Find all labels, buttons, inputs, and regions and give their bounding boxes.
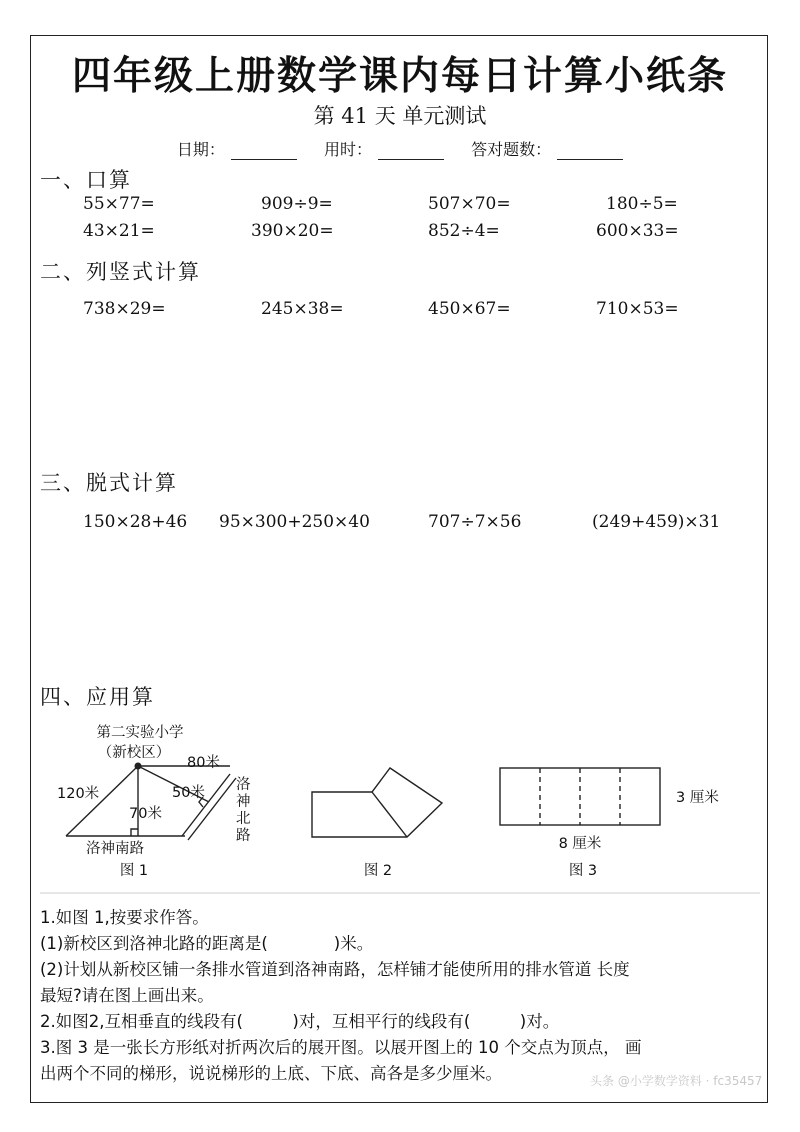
north-road-line-1 <box>182 774 230 836</box>
page-subtitle: 第 41 天 单元测试 <box>313 104 487 128</box>
school-point <box>135 763 141 769</box>
problem: 95×300+250×40 <box>219 512 370 532</box>
section-heading-vertical: 二、列竖式计算 <box>40 260 201 284</box>
question-2: 2.如图2,互相垂直的线段有( )对，互相平行的线段有( )对。 <box>40 1012 560 1031</box>
watermark: 头条 @小学数学资料 · fc35457 <box>590 1074 763 1088</box>
question-1: 1.如图 1,按要求作答。 <box>40 908 209 927</box>
fig2-shape <box>312 768 442 837</box>
figure-2 <box>312 768 442 837</box>
fig3-width-label: 8 厘米 <box>558 836 602 852</box>
section-heading-oral: 一、口算 <box>40 168 132 192</box>
fig1-school-name: 第二实验小学 <box>96 725 184 741</box>
problem: 507×70= <box>428 194 511 214</box>
question-1-1: (1)新校区到洛神北路的距离是( )米。 <box>40 934 374 953</box>
fig1-north-road-char: 路 <box>236 828 251 844</box>
problem: (249+459)×31 <box>592 512 721 532</box>
right-angle-mark <box>131 829 138 836</box>
fig1-label-80: 80米 <box>187 755 220 771</box>
page-title: 四年级上册数学课内每日计算小纸条 <box>71 54 728 99</box>
question-1-2-line-1: (2)计划从新校区铺一条排水管道到洛神南路，怎样铺才能使所用的排水管道 长度 <box>40 960 630 979</box>
questions-block <box>40 905 762 1087</box>
section-heading-applied: 四、应用算 <box>40 685 155 709</box>
problem: 245×38= <box>261 299 344 319</box>
fig3-caption: 图 3 <box>568 863 598 879</box>
question-3-line-2: 出两个不同的梯形，说说梯形的上底、下底、高各是多少厘米。 <box>40 1064 502 1083</box>
fig2-caption: 图 2 <box>363 863 393 879</box>
problem: 600×33= <box>596 221 679 241</box>
figure-3 <box>500 768 660 825</box>
question-1-2-line-2: 最短?请在图上画出来。 <box>40 986 214 1005</box>
problem: 909÷9= <box>261 194 333 214</box>
problem: 43×21= <box>83 221 155 241</box>
fig3-height-label: 3 厘米 <box>676 790 719 806</box>
fig1-school-sub: （新校区） <box>97 745 171 761</box>
problem: 150×28+46 <box>83 512 188 532</box>
fig1-north-road-char: 洛 <box>236 777 251 793</box>
problem: 390×20= <box>251 221 334 241</box>
fig1-north-road-char: 北 <box>236 811 251 827</box>
fig1-label-70: 70米 <box>129 806 162 822</box>
problem: 707÷7×56 <box>428 512 522 532</box>
problem: 55×77= <box>83 194 155 214</box>
question-3-line-1: 3.图 3 是一张长方形纸对折两次后的展开图。以展开图上的 10 个交点为顶点， 画 <box>40 1038 642 1057</box>
correct-count-label: 答对题数： <box>471 140 552 159</box>
fig1-label-50: 50米 <box>172 785 205 801</box>
problem: 710×53= <box>596 299 679 319</box>
problem: 852÷4= <box>428 221 500 241</box>
fig1-south-road: 洛神南路 <box>86 841 144 857</box>
fig2-crease-line <box>372 792 407 837</box>
fig1-label-120: 120米 <box>57 786 100 802</box>
date-label: 日期： <box>176 140 225 159</box>
problem: 180÷5= <box>606 194 678 214</box>
fig1-north-road-char: 神 <box>236 794 251 810</box>
section-heading-stepwise: 三、脱式计算 <box>40 471 178 495</box>
time-label: 用时： <box>323 140 372 159</box>
problem: 450×67= <box>428 299 511 319</box>
problem: 738×29= <box>83 299 166 319</box>
fig1-caption: 图 1 <box>119 863 149 879</box>
